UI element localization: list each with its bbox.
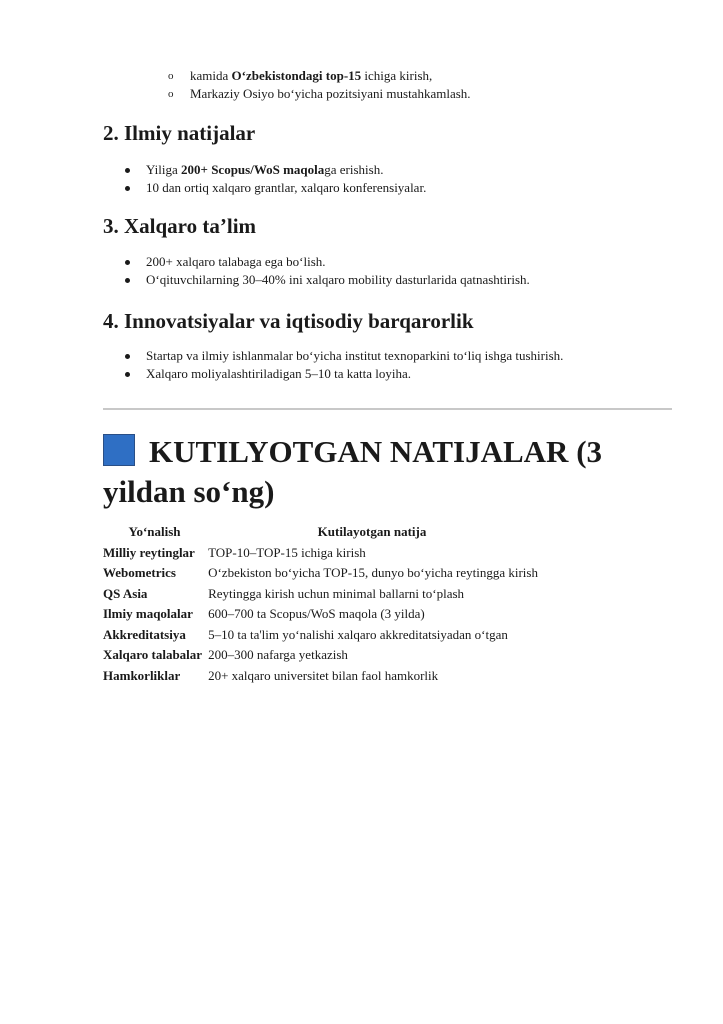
list-item: Yiliga 200+ Scopus/WoS maqolaga erishish. (146, 161, 426, 179)
table-header-row (103, 522, 538, 543)
list-item: 200+ xalqaro talabaga ega bo‘lish. (146, 253, 530, 271)
table-row: Xalqaro talabalar 200–300 nafarga yetkazish (103, 647, 348, 663)
research-list (146, 161, 426, 197)
list-item: 10 dan ortiq xalqaro grantlar, xalqaro konferensiyalar. (146, 180, 427, 195)
table-row: Akkreditatsiya 5–10 ta ta'lim yo‘nalishi xalqaro akkreditatsiyadan o‘tgan (103, 626, 508, 642)
table-row: Milliy reytinglar TOP-10–TOP-15 ichiga kirish (103, 544, 366, 560)
blue-square-icon (103, 434, 135, 466)
column-header: Yo‘nalish (128, 524, 181, 540)
expected-results-title: KUTILYOTGAN NATIJALAR (3 yildan so‘ng) (103, 434, 603, 509)
innovation-list (146, 347, 563, 383)
table-row: Hamkorliklar 20+ xalqaro universitet bilan faol hamkorlik (103, 667, 439, 683)
section-heading-education: 3. Xalqaro ta’lim (103, 214, 257, 238)
column-header: Kutilayotgan natija (317, 524, 427, 540)
table-row: Webometrics O‘zbekiston bo‘yicha TOP-15, dunyo bo‘yicha reytingga kirish (103, 565, 538, 581)
list-item: o kamida O‘zbekistondagi top-15 ichiga kirish, (190, 67, 471, 85)
expected-results-table (103, 522, 538, 686)
table-row: Ilmiy maqolalar 600–700 ta Scopus/WoS maqola (3 yilda) (103, 606, 425, 622)
section-heading-research: 2. Ilmiy natijalar (103, 121, 256, 145)
horizontal-divider (103, 408, 672, 410)
education-list (146, 253, 530, 289)
section-heading-innovation: 4. Innovatsiyalar va iqtisodiy barqarorlik (103, 309, 474, 333)
table-row: QS Asia Reytingga kirish uchun minimal ballarni to‘plash (103, 585, 465, 601)
list-item: o Markaziy Osiyo bo‘yicha pozitsiyani mustahkamlash. (190, 85, 471, 103)
list-item: Xalqaro moliyalashtiriladigan 5–10 ta katta loyiha. (146, 365, 563, 383)
list-item: O‘qituvchilarning 30–40% ini xalqaro mobility dasturlarida qatnashtirish. (146, 272, 530, 287)
list-item: Startap va ilmiy ishlanmalar bo‘yicha institut texnoparkini to‘liq ishga tushirish. (146, 348, 564, 363)
sub-list (190, 67, 471, 103)
